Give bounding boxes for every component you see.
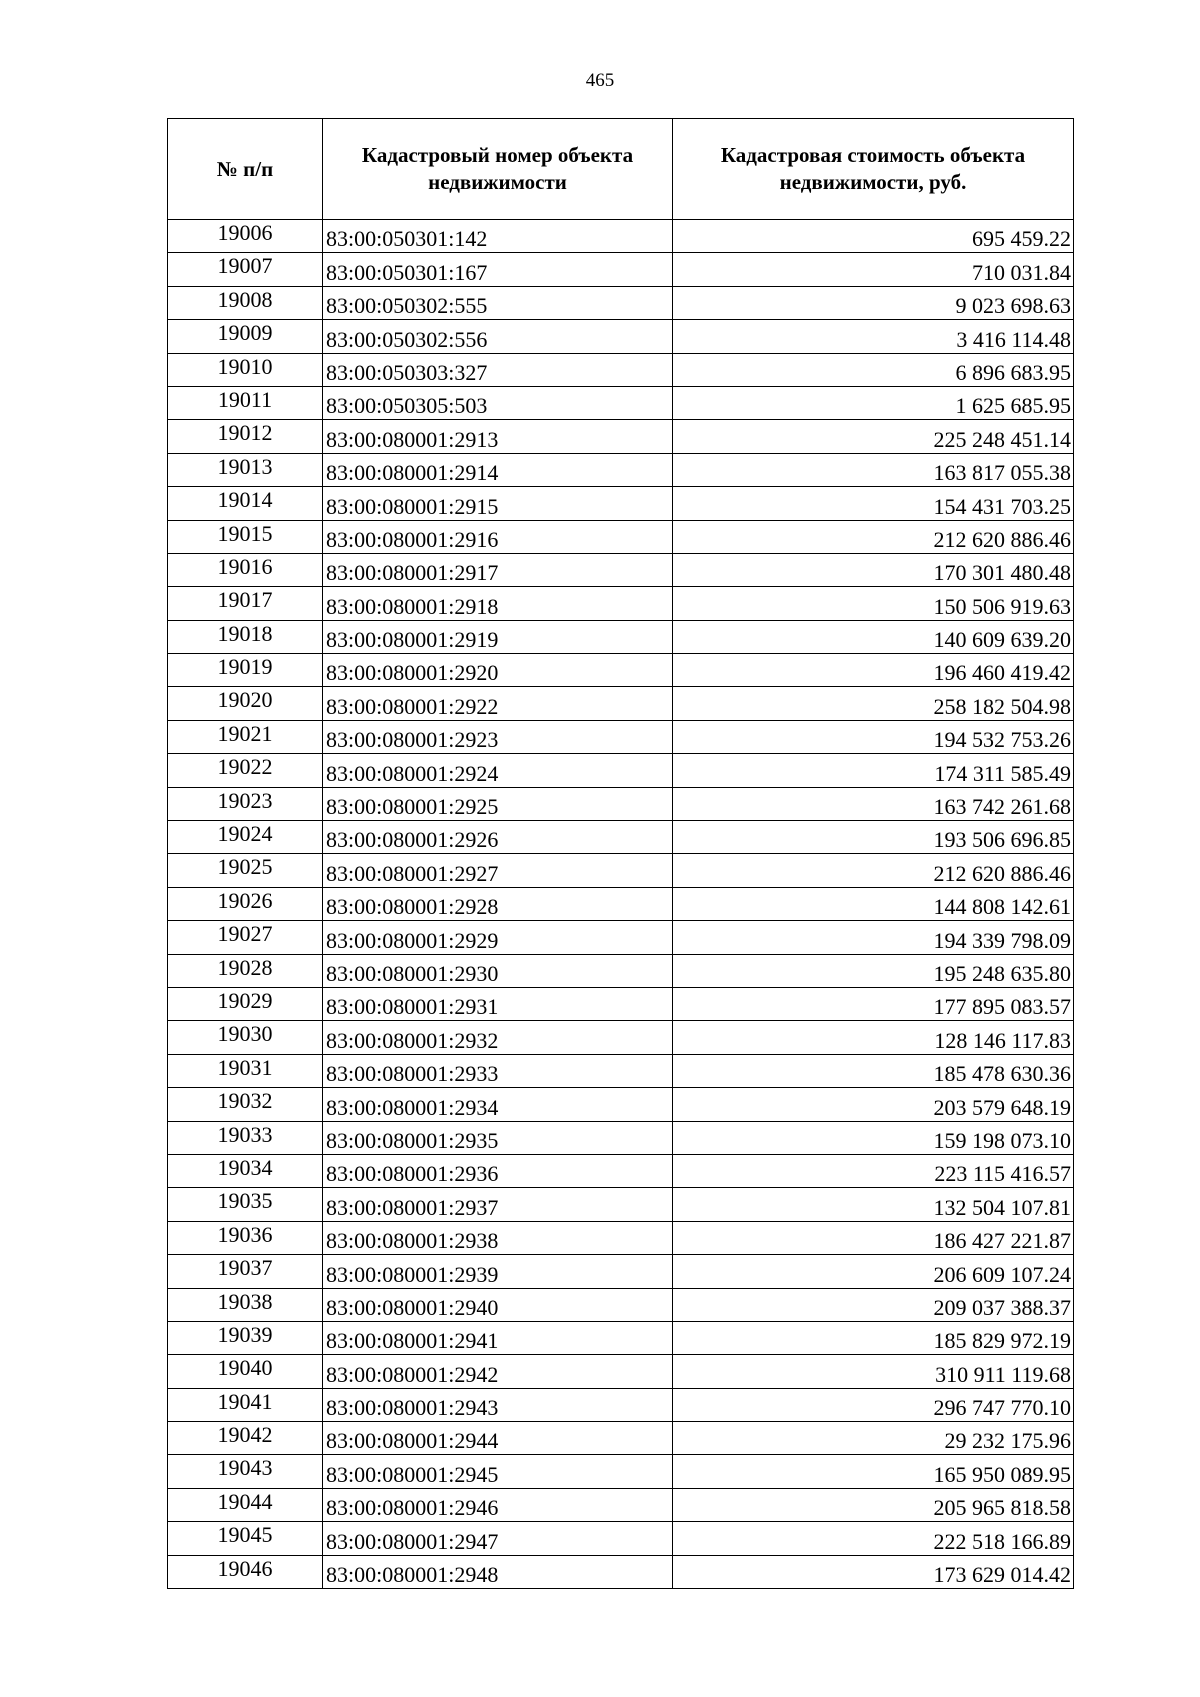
table-row <box>168 587 1074 620</box>
cadastral-number: 83:00:080001:2913 <box>323 420 673 453</box>
cadastral-number: 83:00:080001:2916 <box>323 520 673 553</box>
table-row <box>168 1488 1074 1521</box>
cadastral-number: 83:00:080001:2919 <box>323 620 673 653</box>
row-index: 19044 <box>168 1488 323 1521</box>
table-row <box>168 1388 1074 1421</box>
row-index: 19025 <box>168 854 323 887</box>
cadastral-value: 710 031.84 <box>673 253 1074 286</box>
cadastral-number: 83:00:080001:2917 <box>323 553 673 586</box>
table-row <box>168 787 1074 820</box>
table-row <box>168 1154 1074 1187</box>
table-row <box>168 987 1074 1020</box>
row-index: 19039 <box>168 1321 323 1354</box>
row-index: 19023 <box>168 787 323 820</box>
row-index: 19030 <box>168 1021 323 1054</box>
table-row <box>168 1221 1074 1254</box>
table-row <box>168 1288 1074 1321</box>
cadastral-value: 140 609 639.20 <box>673 620 1074 653</box>
table-row <box>168 520 1074 553</box>
row-index: 19013 <box>168 453 323 486</box>
row-index: 19024 <box>168 821 323 854</box>
cadastral-value: 165 950 089.95 <box>673 1455 1074 1488</box>
row-index: 19033 <box>168 1121 323 1154</box>
table-row <box>168 1422 1074 1455</box>
row-index: 19043 <box>168 1455 323 1488</box>
cadastral-value: 163 817 055.38 <box>673 453 1074 486</box>
table-row <box>168 1321 1074 1354</box>
cadastral-value: 258 182 504.98 <box>673 687 1074 720</box>
cadastral-number: 83:00:080001:2914 <box>323 453 673 486</box>
cadastral-number: 83:00:080001:2940 <box>323 1288 673 1321</box>
cadastral-number: 83:00:080001:2936 <box>323 1154 673 1187</box>
cadastral-number: 83:00:080001:2932 <box>323 1021 673 1054</box>
cadastral-number: 83:00:050302:555 <box>323 286 673 319</box>
cadastral-value: 150 506 919.63 <box>673 587 1074 620</box>
cadastral-value: 170 301 480.48 <box>673 553 1074 586</box>
cadastral-number: 83:00:080001:2920 <box>323 654 673 687</box>
cadastral-value: 194 339 798.09 <box>673 921 1074 954</box>
table-row <box>168 487 1074 520</box>
row-index: 19007 <box>168 253 323 286</box>
cadastral-number: 83:00:080001:2931 <box>323 987 673 1020</box>
row-index: 19028 <box>168 954 323 987</box>
table-row <box>168 620 1074 653</box>
cadastral-number: 83:00:080001:2939 <box>323 1255 673 1288</box>
cadastral-value: 222 518 166.89 <box>673 1522 1074 1555</box>
row-index: 19037 <box>168 1255 323 1288</box>
row-index: 19019 <box>168 654 323 687</box>
cadastral-value: 185 478 630.36 <box>673 1054 1074 1087</box>
cadastral-value: 203 579 648.19 <box>673 1088 1074 1121</box>
cadastral-number: 83:00:080001:2926 <box>323 821 673 854</box>
cadastral-number: 83:00:050303:327 <box>323 353 673 386</box>
table-row <box>168 921 1074 954</box>
table-row <box>168 1188 1074 1221</box>
cadastral-number: 83:00:080001:2948 <box>323 1555 673 1588</box>
cadastral-number: 83:00:080001:2941 <box>323 1321 673 1354</box>
table-row <box>168 386 1074 419</box>
table-row <box>168 1522 1074 1555</box>
cadastral-value: 186 427 221.87 <box>673 1221 1074 1254</box>
cadastral-number: 83:00:050305:503 <box>323 386 673 419</box>
cadastral-value: 185 829 972.19 <box>673 1321 1074 1354</box>
row-index: 19041 <box>168 1388 323 1421</box>
table-row <box>168 754 1074 787</box>
cadastral-value: 194 532 753.26 <box>673 720 1074 753</box>
cadastral-number: 83:00:080001:2927 <box>323 854 673 887</box>
cadastral-number: 83:00:080001:2924 <box>323 754 673 787</box>
cadastral-number: 83:00:080001:2937 <box>323 1188 673 1221</box>
cadastral-value: 29 232 175.96 <box>673 1422 1074 1455</box>
cadastral-value: 132 504 107.81 <box>673 1188 1074 1221</box>
table-row <box>168 353 1074 386</box>
cadastral-value: 159 198 073.10 <box>673 1121 1074 1154</box>
table-row <box>168 453 1074 486</box>
header-row <box>168 119 1074 220</box>
cadastral-value: 205 965 818.58 <box>673 1488 1074 1521</box>
cadastral-number: 83:00:080001:2942 <box>323 1355 673 1388</box>
cadastral-value: 3 416 114.48 <box>673 320 1074 353</box>
header-index: № п/п <box>168 119 323 220</box>
row-index: 19040 <box>168 1355 323 1388</box>
table-row <box>168 887 1074 920</box>
cadastral-value: 195 248 635.80 <box>673 954 1074 987</box>
cadastral-number: 83:00:080001:2933 <box>323 1054 673 1087</box>
cadastral-value: 154 431 703.25 <box>673 487 1074 520</box>
cadastral-number: 83:00:080001:2930 <box>323 954 673 987</box>
row-index: 19015 <box>168 520 323 553</box>
row-index: 19046 <box>168 1555 323 1588</box>
cadastral-value: 206 609 107.24 <box>673 1255 1074 1288</box>
cadastral-value: 163 742 261.68 <box>673 787 1074 820</box>
row-index: 19010 <box>168 353 323 386</box>
cadastral-number: 83:00:080001:2923 <box>323 720 673 753</box>
row-index: 19012 <box>168 420 323 453</box>
table-row <box>168 720 1074 753</box>
cadastral-number: 83:00:080001:2915 <box>323 487 673 520</box>
cadastral-number: 83:00:050301:167 <box>323 253 673 286</box>
table-body <box>168 220 1074 1589</box>
table-row <box>168 654 1074 687</box>
cadastre-table <box>167 118 1074 1589</box>
cadastral-value: 144 808 142.61 <box>673 887 1074 920</box>
cadastral-number: 83:00:080001:2929 <box>323 921 673 954</box>
cadastral-value: 196 460 419.42 <box>673 654 1074 687</box>
row-index: 19014 <box>168 487 323 520</box>
cadastral-value: 310 911 119.68 <box>673 1355 1074 1388</box>
row-index: 19034 <box>168 1154 323 1187</box>
table-row <box>168 821 1074 854</box>
header-cadastral-value: Кадастровая стоимость объекта недвижимости, руб. <box>673 119 1074 220</box>
table-row <box>168 954 1074 987</box>
row-index: 19026 <box>168 887 323 920</box>
cadastral-number: 83:00:050302:556 <box>323 320 673 353</box>
cadastral-number: 83:00:080001:2947 <box>323 1522 673 1555</box>
cadastral-number: 83:00:080001:2934 <box>323 1088 673 1121</box>
cadastral-value: 225 248 451.14 <box>673 420 1074 453</box>
table-row <box>168 1255 1074 1288</box>
cadastral-value: 212 620 886.46 <box>673 854 1074 887</box>
table-row <box>168 687 1074 720</box>
cadastral-value: 223 115 416.57 <box>673 1154 1074 1187</box>
cadastral-value: 128 146 117.83 <box>673 1021 1074 1054</box>
row-index: 19011 <box>168 386 323 419</box>
cadastral-value: 296 747 770.10 <box>673 1388 1074 1421</box>
row-index: 19006 <box>168 220 323 253</box>
row-index: 19022 <box>168 754 323 787</box>
cadastral-number: 83:00:080001:2938 <box>323 1221 673 1254</box>
cadastral-number: 83:00:050301:142 <box>323 220 673 253</box>
row-index: 19027 <box>168 921 323 954</box>
cadastral-number: 83:00:080001:2928 <box>323 887 673 920</box>
cadastral-number: 83:00:080001:2918 <box>323 587 673 620</box>
cadastral-number: 83:00:080001:2925 <box>323 787 673 820</box>
row-index: 19009 <box>168 320 323 353</box>
row-index: 19036 <box>168 1221 323 1254</box>
row-index: 19008 <box>168 286 323 319</box>
cadastral-value: 174 311 585.49 <box>673 754 1074 787</box>
row-index: 19017 <box>168 587 323 620</box>
table-row <box>168 220 1074 253</box>
table-row <box>168 854 1074 887</box>
cadastral-number: 83:00:080001:2944 <box>323 1422 673 1455</box>
header-cadastral-number: Кадастровый номер объекта недвижимости <box>323 119 673 220</box>
table-header <box>168 119 1074 220</box>
table-row <box>168 1555 1074 1588</box>
cadastral-value: 173 629 014.42 <box>673 1555 1074 1588</box>
table-row <box>168 320 1074 353</box>
cadastral-value: 177 895 083.57 <box>673 987 1074 1020</box>
cadastral-value: 212 620 886.46 <box>673 520 1074 553</box>
cadastral-number: 83:00:080001:2945 <box>323 1455 673 1488</box>
row-index: 19021 <box>168 720 323 753</box>
row-index: 19018 <box>168 620 323 653</box>
table-row <box>168 1054 1074 1087</box>
cadastral-value: 193 506 696.85 <box>673 821 1074 854</box>
table-row <box>168 1455 1074 1488</box>
table-row <box>168 420 1074 453</box>
cadastral-number: 83:00:080001:2935 <box>323 1121 673 1154</box>
cadastral-value: 209 037 388.37 <box>673 1288 1074 1321</box>
row-index: 19042 <box>168 1422 323 1455</box>
cadastral-value: 695 459.22 <box>673 220 1074 253</box>
row-index: 19032 <box>168 1088 323 1121</box>
row-index: 19031 <box>168 1054 323 1087</box>
table-row <box>168 1121 1074 1154</box>
cadastral-number: 83:00:080001:2943 <box>323 1388 673 1421</box>
table-row <box>168 1355 1074 1388</box>
table-row <box>168 1088 1074 1121</box>
row-index: 19020 <box>168 687 323 720</box>
table-row <box>168 286 1074 319</box>
cadastral-number: 83:00:080001:2922 <box>323 687 673 720</box>
cadastral-number: 83:00:080001:2946 <box>323 1488 673 1521</box>
row-index: 19038 <box>168 1288 323 1321</box>
cadastral-value: 9 023 698.63 <box>673 286 1074 319</box>
row-index: 19016 <box>168 553 323 586</box>
row-index: 19045 <box>168 1522 323 1555</box>
cadastral-value: 1 625 685.95 <box>673 386 1074 419</box>
table-row <box>168 253 1074 286</box>
table-row <box>168 1021 1074 1054</box>
cadastral-value: 6 896 683.95 <box>673 353 1074 386</box>
page-number: 465 <box>585 70 615 91</box>
table-row <box>168 553 1074 586</box>
row-index: 19029 <box>168 987 323 1020</box>
row-index: 19035 <box>168 1188 323 1221</box>
